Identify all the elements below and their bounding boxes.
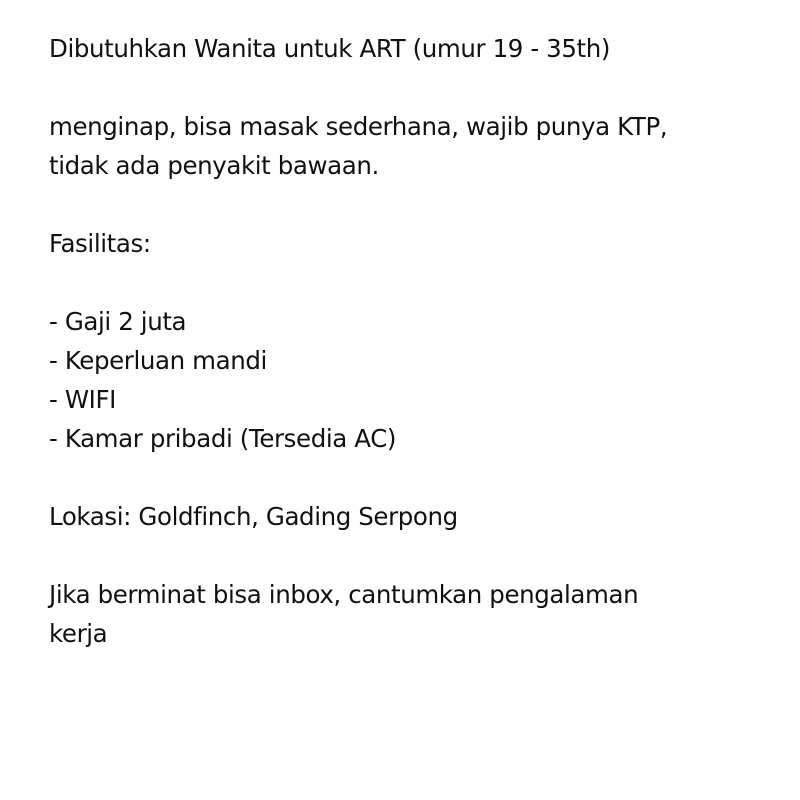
posting-headline: Dibutuhkan Wanita untuk ART (umur 19 - 35th): [49, 34, 611, 63]
facility-item-wifi: - WIFI: [49, 385, 116, 414]
facility-item-private-room: - Kamar pribadi (Tersedia AC): [49, 424, 397, 453]
spacer: [49, 536, 769, 575]
facilities-list: [49, 302, 769, 458]
contact-line-2: kerja: [49, 619, 108, 648]
spacer: [49, 263, 769, 302]
contact-line-1: Jika berminat bisa inbox, cantumkan pengalaman: [49, 580, 639, 609]
requirements-line-1: menginap, bisa masak sederhana, wajib punya KTP,: [49, 112, 668, 141]
facility-item-salary: - Gaji 2 juta: [49, 307, 187, 336]
job-posting-document: [49, 29, 769, 653]
location-line: Lokasi: Goldfinch, Gading Serpong: [49, 502, 458, 531]
facility-item-toiletries: - Keperluan mandi: [49, 346, 267, 375]
requirements-line-2: tidak ada penyakit bawaan.: [49, 151, 379, 180]
spacer: [49, 185, 769, 224]
spacer: [49, 458, 769, 497]
spacer: [49, 68, 769, 107]
facilities-heading: Fasilitas:: [49, 229, 151, 258]
